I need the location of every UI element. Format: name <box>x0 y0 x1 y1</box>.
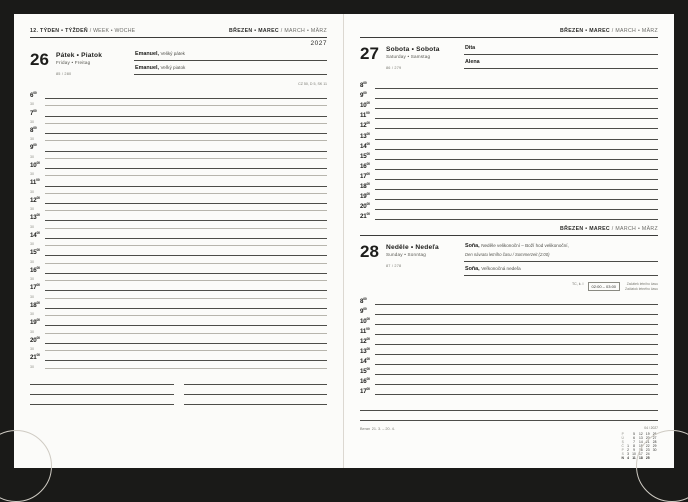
hour-label: $18^{00}$ <box>30 300 40 309</box>
half-hour-row[interactable] <box>30 344 327 351</box>
writing-line[interactable] <box>375 98 658 99</box>
notes-col-left[interactable] <box>30 375 174 405</box>
writing-line[interactable] <box>45 245 327 246</box>
writing-line[interactable] <box>375 189 658 190</box>
hour-row[interactable] <box>360 140 658 150</box>
month-label: BŘEZEN • MAREC / MARCH • MÄRZ <box>560 226 658 233</box>
writing-line[interactable] <box>375 384 658 385</box>
half-hour-label: 30 <box>30 347 34 352</box>
hour-row[interactable] <box>30 159 327 169</box>
hour-label: $16^{00}$ <box>360 377 370 386</box>
hour-row[interactable] <box>30 299 327 309</box>
day-number: 27 <box>360 44 379 63</box>
hour-row[interactable] <box>30 264 327 274</box>
hour-row[interactable] <box>30 229 327 239</box>
day-number: 26 <box>30 50 49 69</box>
hour-row[interactable] <box>360 345 658 355</box>
writing-line[interactable] <box>375 169 658 170</box>
writing-line[interactable] <box>375 314 658 315</box>
hour-label: $12^{00}$ <box>360 121 370 130</box>
hour-row[interactable] <box>360 150 658 160</box>
writing-line[interactable] <box>45 280 327 281</box>
daylight-saving-note <box>360 282 658 292</box>
half-hour-label: 30 <box>30 102 34 107</box>
hour-row[interactable] <box>30 141 327 151</box>
writing-line[interactable] <box>184 375 328 385</box>
writing-line[interactable] <box>45 308 327 309</box>
writing-line[interactable] <box>45 273 327 274</box>
writing-line[interactable] <box>45 220 327 221</box>
notes-col[interactable] <box>360 401 658 421</box>
month-label: BŘEZEN • MAREC / MARCH • MÄRZ <box>560 28 658 34</box>
nameday-line[interactable]: Emanuel, Veľký piatok <box>134 65 327 75</box>
day-count: 86 / 279 <box>386 66 402 70</box>
half-hour-label: 30 <box>30 137 34 142</box>
half-hour-row[interactable] <box>30 361 327 368</box>
hour-label: $12^{00}$ <box>360 336 370 345</box>
hour-label: $16^{00}$ <box>30 265 40 274</box>
hour-label: $13^{00}$ <box>360 131 370 140</box>
corner-arc <box>0 430 52 502</box>
right-page <box>344 14 674 468</box>
hour-label: $11^{00}$ <box>30 178 40 187</box>
hour-row[interactable] <box>360 385 658 395</box>
nameday-note-line[interactable]: Den návratu letního času / Sommerzeit (2:00) <box>464 252 658 262</box>
half-hour-label: 30 <box>30 207 34 212</box>
hour-label: $17^{00}$ <box>360 171 370 180</box>
writing-line[interactable] <box>375 304 658 305</box>
zodiac-footer <box>360 426 658 460</box>
zodiac-sign: Beran 21. 3. – 20. 4. <box>360 427 395 432</box>
writing-line[interactable] <box>375 374 658 375</box>
hour-row[interactable] <box>30 176 327 186</box>
day-name: Neděle • Nedeľa <box>386 244 439 252</box>
half-hour-label: 30 <box>30 312 34 317</box>
writing-line[interactable] <box>45 350 327 351</box>
time-change-box: 02:00 – 03:00 <box>588 282 620 291</box>
writing-line[interactable] <box>360 411 658 421</box>
notes-area-right[interactable] <box>360 401 658 421</box>
half-hour-label: 30 <box>30 364 34 369</box>
hour-label: $19^{00}$ <box>360 192 370 201</box>
half-hour-row[interactable] <box>30 204 327 211</box>
mini-cal-row: P 2 9 16 23 30 <box>621 448 657 453</box>
day-count: 87 / 278 <box>386 264 402 269</box>
mini-cal-row: P 5 12 19 26 <box>621 431 657 436</box>
hour-label: $19^{00}$ <box>30 318 40 327</box>
hour-row[interactable] <box>360 200 658 210</box>
writing-line[interactable] <box>375 199 658 200</box>
day-block-26 <box>30 51 327 79</box>
hour-label: $7^{00}$ <box>30 108 37 117</box>
hour-label: $14^{00}$ <box>30 230 40 239</box>
hour-label: $16^{00}$ <box>360 161 370 170</box>
mini-cal-row: S 7 14 21 28 <box>621 439 657 444</box>
notes-col-right[interactable] <box>184 375 328 405</box>
half-hour-label: 30 <box>30 294 34 299</box>
left-page <box>14 14 344 468</box>
half-hour-row[interactable] <box>30 256 327 263</box>
writing-line[interactable] <box>375 344 658 345</box>
hour-row[interactable] <box>360 99 658 109</box>
writing-line[interactable] <box>45 255 327 256</box>
hour-label: $9^{00}$ <box>30 143 37 152</box>
writing-line[interactable] <box>45 186 327 187</box>
half-hour-row[interactable] <box>30 309 327 316</box>
writing-line[interactable] <box>375 149 658 150</box>
diary-spread <box>14 14 674 468</box>
half-hour-row[interactable] <box>30 326 327 333</box>
day-count: 85 / 280 <box>56 72 72 76</box>
hour-label: $8^{00}$ <box>30 126 37 135</box>
half-hour-label: 30 <box>30 242 34 247</box>
hour-row[interactable] <box>360 210 658 220</box>
half-hour-row[interactable] <box>30 152 327 159</box>
right-page-header-bottom <box>360 226 658 236</box>
hour-label: $8^{00}$ <box>360 81 367 90</box>
nameday-line[interactable]: Soňa, Veľkonočná nedeľa <box>464 266 658 276</box>
half-hour-label: 30 <box>30 259 34 264</box>
day-block-28 <box>360 243 658 280</box>
hour-row[interactable] <box>360 315 658 325</box>
hour-label: $8^{00}$ <box>360 296 367 305</box>
mini-cal-row: Ú 6 13 20 27 <box>621 435 657 440</box>
writing-line[interactable] <box>184 385 328 395</box>
writing-line[interactable] <box>45 228 327 229</box>
left-page-header <box>30 28 327 38</box>
hour-label: $13^{00}$ <box>360 347 370 356</box>
writing-line[interactable] <box>30 375 174 385</box>
hour-row[interactable] <box>360 190 658 200</box>
hour-row[interactable] <box>360 375 658 385</box>
writing-line[interactable] <box>375 324 658 325</box>
half-hour-row[interactable] <box>30 117 327 124</box>
day-name-translated: Sunday • Sonntag <box>386 252 427 258</box>
half-hour-label: 30 <box>30 277 34 282</box>
writing-line[interactable] <box>375 108 658 109</box>
day-meta <box>386 45 460 73</box>
hour-label: $15^{00}$ <box>360 151 370 160</box>
hour-label: $17^{00}$ <box>30 283 40 292</box>
hour-row[interactable] <box>30 281 327 291</box>
writing-line[interactable] <box>45 168 327 169</box>
half-hour-row[interactable] <box>30 239 327 246</box>
writing-line[interactable] <box>45 360 327 361</box>
year-label: 2027 <box>310 40 327 47</box>
writing-line[interactable] <box>184 395 328 405</box>
writing-line[interactable] <box>45 298 327 299</box>
mini-calendar-title: 04 / 2027 <box>644 426 658 431</box>
hour-row[interactable] <box>30 316 327 326</box>
writing-line[interactable] <box>45 325 327 326</box>
hour-label: $21^{00}$ <box>30 353 40 362</box>
half-hour-row[interactable] <box>30 274 327 281</box>
writing-line[interactable] <box>45 151 327 152</box>
half-hour-label: 30 <box>30 189 34 194</box>
hour-row[interactable] <box>30 351 327 361</box>
writing-line[interactable] <box>45 368 327 369</box>
hour-row[interactable] <box>360 109 658 119</box>
day-meta <box>386 243 460 280</box>
half-hour-row[interactable] <box>30 169 327 176</box>
notes-area-left[interactable] <box>30 375 327 405</box>
writing-line[interactable] <box>375 179 658 180</box>
half-hour-label: 30 <box>30 172 34 177</box>
day-name: Sobota • Sobota <box>386 46 440 53</box>
day-name-translated: Saturday • Samstag <box>386 54 431 59</box>
half-hour-label: 30 <box>30 329 34 334</box>
hour-row[interactable] <box>30 194 327 204</box>
writing-line[interactable] <box>375 219 658 220</box>
writing-line[interactable] <box>45 315 327 316</box>
writing-line[interactable] <box>45 203 327 204</box>
day-block-27 <box>360 45 658 73</box>
hour-row[interactable] <box>360 180 658 190</box>
right-page-header-top <box>360 28 658 38</box>
half-hour-row[interactable] <box>30 187 327 194</box>
writing-line[interactable] <box>45 123 327 124</box>
hour-row[interactable] <box>360 119 658 129</box>
writing-line[interactable] <box>45 210 327 211</box>
hour-label: $20^{00}$ <box>30 335 40 344</box>
hour-row[interactable] <box>360 79 658 89</box>
hour-row[interactable] <box>360 170 658 180</box>
hour-label: $20^{00}$ <box>360 202 370 211</box>
writing-line[interactable] <box>375 364 658 365</box>
hour-label: $14^{00}$ <box>360 141 370 150</box>
hour-label: $17^{00}$ <box>360 387 370 396</box>
writing-line[interactable] <box>45 116 327 117</box>
hour-row[interactable] <box>360 335 658 345</box>
writing-line[interactable] <box>375 118 658 119</box>
hour-row[interactable] <box>360 89 658 99</box>
hour-row[interactable] <box>360 355 658 365</box>
hour-row[interactable] <box>30 106 327 116</box>
mini-cal-row: S 3 10 17 24 <box>621 452 650 457</box>
nameday-lines <box>460 243 658 280</box>
writing-line[interactable] <box>30 385 174 395</box>
hour-row[interactable] <box>360 305 658 315</box>
hour-label: $10^{00}$ <box>30 160 40 170</box>
moon-phase-label: TC, k. I <box>571 282 584 287</box>
writing-line[interactable] <box>30 395 174 405</box>
hour-label: $11^{00}$ <box>360 111 370 120</box>
nameday-line[interactable]: Emanuel, Veliký pátek <box>134 51 327 61</box>
hour-label: $12^{00}$ <box>30 195 40 204</box>
mini-cal-row: N 4 11 18 25 <box>621 456 650 461</box>
hour-row[interactable] <box>30 124 327 134</box>
week-note: CZ 50, D 5, SK 11 <box>298 82 327 86</box>
hour-row[interactable] <box>30 211 327 221</box>
hour-label: $10^{00}$ <box>360 316 370 325</box>
writing-line[interactable] <box>375 128 658 129</box>
hour-label: $6^{00}$ <box>30 91 37 100</box>
half-hour-label: 30 <box>30 119 34 124</box>
writing-line[interactable] <box>375 209 658 210</box>
hour-row[interactable] <box>30 89 327 99</box>
nameday-lines <box>130 51 327 79</box>
writing-line[interactable] <box>45 263 327 264</box>
writing-line[interactable] <box>45 105 327 106</box>
writing-line[interactable] <box>45 175 327 176</box>
hour-row[interactable] <box>360 129 658 139</box>
writing-line[interactable] <box>375 159 658 160</box>
nameday-line[interactable]: Soňa, Neděle velikonoční – Boží hod velikonoční, <box>465 243 569 250</box>
day-number: 28 <box>360 242 379 262</box>
hour-label: $13^{00}$ <box>30 213 40 222</box>
hour-row[interactable] <box>360 160 658 170</box>
hour-label: $21^{00}$ <box>360 212 370 221</box>
nameday-lines <box>460 45 658 73</box>
hour-row[interactable] <box>360 295 658 305</box>
writing-line[interactable] <box>45 193 327 194</box>
hour-label: $11^{00}$ <box>360 326 370 335</box>
hour-label: $14^{00}$ <box>360 357 370 366</box>
writing-line[interactable] <box>45 133 327 134</box>
hour-grid-sunday <box>360 295 658 396</box>
writing-line[interactable] <box>45 290 327 291</box>
hour-row[interactable] <box>360 325 658 335</box>
hour-label: $15^{00}$ <box>360 367 370 376</box>
hour-row[interactable] <box>360 365 658 375</box>
month-label: BŘEZEN • MAREC / MARCH • MÄRZ <box>229 28 327 34</box>
half-hour-row[interactable] <box>30 221 327 228</box>
day-meta <box>56 51 130 79</box>
mini-cal-row: Č 1 8 15 22 29 <box>621 443 657 448</box>
hour-grid-saturday <box>360 79 658 220</box>
writing-line[interactable] <box>45 343 327 344</box>
writing-line[interactable] <box>45 158 327 159</box>
writing-line[interactable] <box>45 98 327 99</box>
hour-label: $15^{00}$ <box>30 248 40 257</box>
writing-line[interactable] <box>375 354 658 355</box>
writing-line[interactable] <box>45 333 327 334</box>
writing-line[interactable] <box>360 401 658 411</box>
half-hour-row[interactable] <box>30 99 327 106</box>
hour-row[interactable] <box>30 246 327 256</box>
nameday-line[interactable]: Alena <box>464 59 658 69</box>
writing-line[interactable] <box>375 139 658 140</box>
hour-label: $18^{00}$ <box>360 181 370 191</box>
half-hour-row[interactable] <box>30 291 327 298</box>
day-name: Pátek • Piatok <box>56 52 103 59</box>
time-change-note: Začátek letního času Začiatok letného času <box>625 282 658 292</box>
half-hour-label: 30 <box>30 154 34 159</box>
writing-line[interactable] <box>375 334 658 335</box>
week-label: 12. TÝDEN • TÝŽDEŇ / WEEK • WOCHE <box>30 28 136 34</box>
hour-label: $9^{00}$ <box>360 91 367 100</box>
nameday-line[interactable]: Dita <box>464 45 658 55</box>
half-hour-row[interactable] <box>30 134 327 141</box>
hour-row[interactable] <box>30 334 327 344</box>
writing-line[interactable] <box>375 394 658 395</box>
writing-line[interactable] <box>45 238 327 239</box>
writing-line[interactable] <box>375 88 658 89</box>
half-hour-label: 30 <box>30 224 34 229</box>
hour-label: $9^{00}$ <box>360 306 367 315</box>
day-name-translated: Friday • Freitag <box>56 60 91 65</box>
hour-grid-left <box>30 89 327 369</box>
writing-line[interactable] <box>45 140 327 141</box>
hour-label: $10^{00}$ <box>360 101 370 110</box>
